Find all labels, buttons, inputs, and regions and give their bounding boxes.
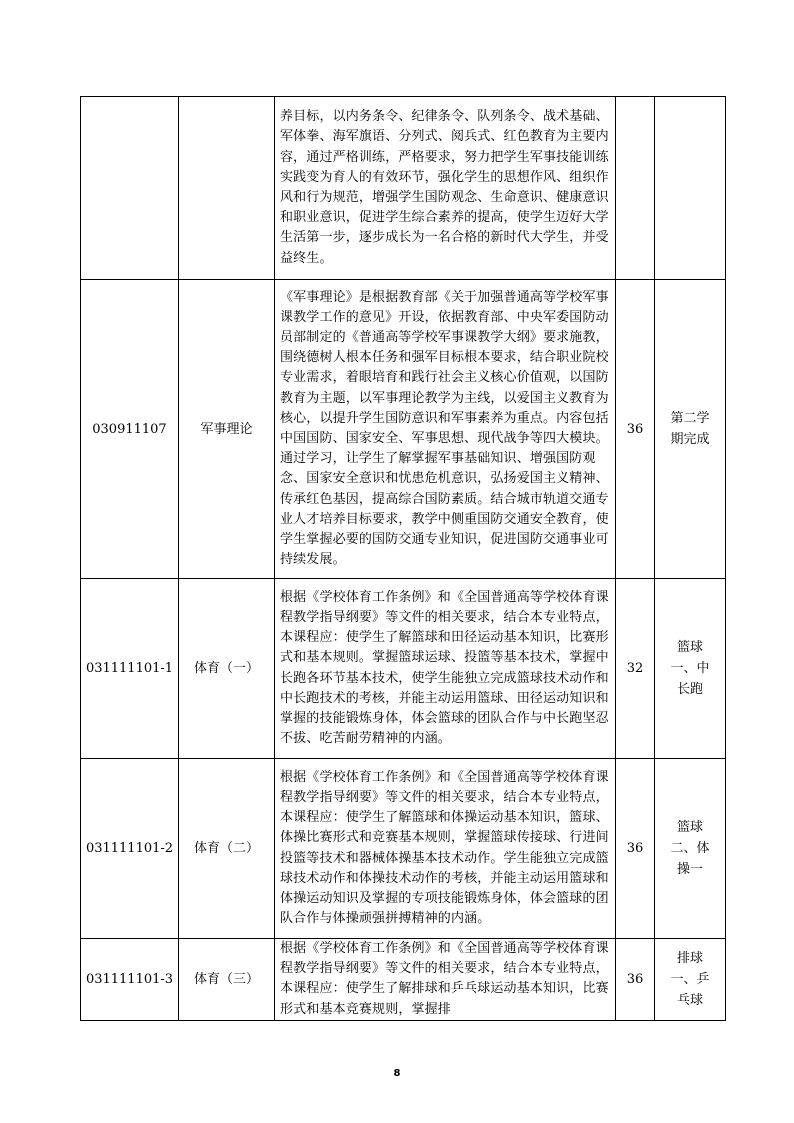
- course-description-text: 《军事理论》是根据教育部《关于加强普通高等学校军事课教学工作的意见》开设，依据教育部、中央军委国防动员部制定的《普通高等学校军事课教学大纲》要求施教，围绕德树人根本任务和强军目标根本要求，结合职业院校专业需求，着眼培育和践行社会主义核心价值观，以国防教育为主题，以军事理论教学为主线，以爱国主义教育为核心，以提升学生国防意识和军事素养为重点。内容包括中国国防、国家安全、军事思想、现代战争等四大模块。通过学习，让学生了解掌握军事基础知识、增强国防观念、国家安全意识和忧患危机意识，弘扬爱国主义精神、传承红色基因，提高综合国防素质。结合城市轨道交通专业人才培养目标要求，教学中侧重国防交通安全教育，使学生掌握必要的国防交通专业知识，促进国防交通事业可持续发展。: [280, 289, 609, 568]
- course-note-text: 排球一、乒乓球: [670, 950, 710, 1008]
- course-description-text: 根据《学校体育工作条例》和《全国普通高等学校体育课程教学指导纲要》等文件的相关要求，结合本专业特点，本课程应：使学生了解篮球和体操运动基本知识，篮球、体操比赛形式和竞赛基本规则，掌握篮球传接球、行进间投篮等技术和器械体操基本技术动作。学生能独立完成篮球技术动作和体操技术动作的考核，并能主动运用篮球和体操运动知识及掌握的专项技能锻炼身体，体会篮球的团队合作与体操顽强拼搏精神的内涵。: [280, 769, 609, 927]
- course-hours-cell: 32: [616, 579, 655, 759]
- course-name-cell: 体育（二）: [179, 759, 275, 939]
- course-note-text: 第二学期完成: [670, 411, 710, 447]
- course-description-cell: [275, 280, 616, 579]
- course-description-cell: [275, 97, 616, 280]
- course-hours-cell: 36: [616, 759, 655, 939]
- table-row: [81, 759, 726, 939]
- course-note-text: 篮球二、体操一: [670, 820, 710, 877]
- course-note-cell: [655, 939, 726, 1021]
- course-description-text: 根据《学校体育工作条例》和《全国普通高等学校体育课程教学指导纲要》等文件的相关要求，结合本专业特点，本课程应：使学生了解篮球和田径运动基本知识，比赛形式和基本规则。掌握篮球运球、投篮等基本技术，掌握中长跑各环节基本技术，使学生能独立完成篮球技术动作和中长跑技术的考核，并能主动运用篮球、田径运动知识和掌握的技能锻炼身体，体会篮球的团队合作与中长跑坚忍不拔、吃苦耐劳精神的内涵。: [280, 589, 609, 747]
- page-number: 8: [393, 1068, 401, 1079]
- course-table: [80, 96, 726, 1021]
- course-hours-cell: [616, 97, 655, 280]
- course-note-cell: [655, 579, 726, 759]
- course-code-cell: 030911107: [81, 280, 179, 579]
- table-row: [81, 939, 726, 1021]
- course-description-text: 养目标，以内务条令、纪律条令、队列条令、战术基础、军体拳、海军旗语、分列式、阅兵式、红色教育为主要内容，通过严格训练，严格要求，努力把学生军事技能训练实践变为育人的有效环节，强化学生的思想作风、组织作风和行为规范，增强学生国防观念、生命意识、健康意识和职业意识，促进学生综合素养的提高，使学生迈好大学生活第一步，逐步成长为一名合格的新时代大学生，并受益终生。: [280, 109, 609, 266]
- course-name-cell: [179, 97, 275, 280]
- table-row: [81, 280, 726, 579]
- course-hours-cell: 36: [616, 939, 655, 1021]
- course-note-cell: [655, 97, 726, 280]
- course-note-text: 篮球一、中长跑: [670, 640, 710, 697]
- course-note-cell: [655, 280, 726, 579]
- course-hours-cell: 36: [616, 280, 655, 579]
- course-name-cell: 体育（一）: [179, 579, 275, 759]
- course-description-cell: [275, 579, 616, 759]
- course-description-cell: [275, 939, 616, 1021]
- course-code-cell: 031111101-1: [81, 579, 179, 759]
- course-code-cell: [81, 97, 179, 280]
- course-name-cell: 军事理论: [179, 280, 275, 579]
- course-code-cell: 031111101-2: [81, 759, 179, 939]
- course-name-cell: 体育（三）: [179, 939, 275, 1021]
- table-row: [81, 579, 726, 759]
- course-code-cell: 031111101-3: [81, 939, 179, 1021]
- course-description-text: 根据《学校体育工作条例》和《全国普通高等学校体育课程教学指导纲要》等文件的相关要求，结合本专业特点，本课程应：使学生了解排球和乒乓球运动基本知识，比赛形式和基本竞赛规则，掌握排: [280, 941, 609, 1017]
- course-note-cell: [655, 759, 726, 939]
- table-row: [81, 97, 726, 280]
- course-description-cell: [275, 759, 616, 939]
